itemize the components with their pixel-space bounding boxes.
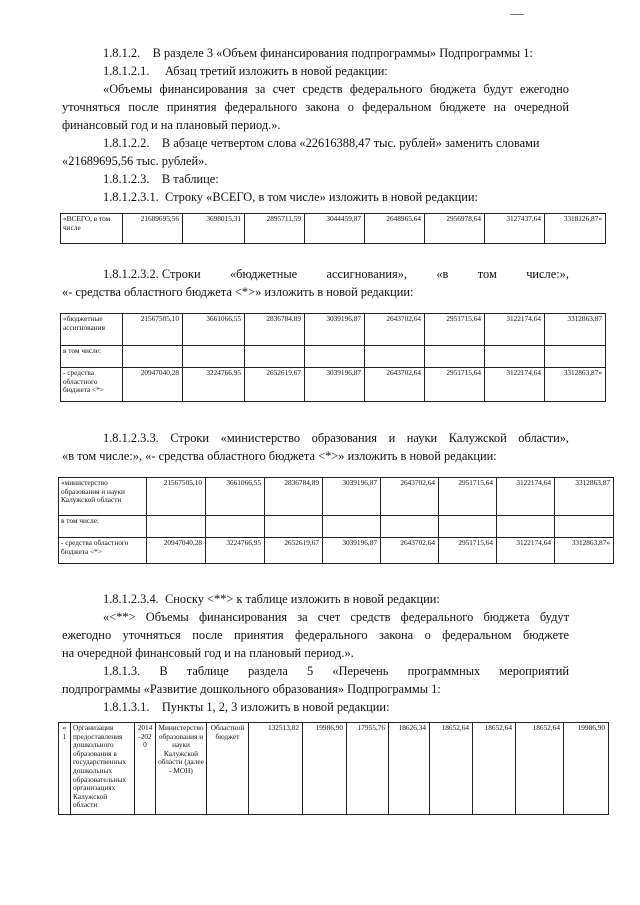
executor: Министерство образования и науки Калужской области (далее - МОН) xyxy=(156,723,207,815)
cell-value: 3318126,87» xyxy=(545,214,606,244)
replacement-value: «21689695,56 тыс. рублей». xyxy=(62,154,208,168)
word: «в xyxy=(436,267,449,281)
cell-value: 3698015,31 xyxy=(183,214,245,244)
cell-value: 3039196,87 xyxy=(323,478,381,516)
table-row xyxy=(61,368,606,402)
cell-value: 3122174,64 xyxy=(485,314,545,346)
cell-value: 21567505,10 xyxy=(147,478,206,516)
cell-value: 2836784,89 xyxy=(265,478,323,516)
clause-text: Сноску <**> к таблице изложить в новой редакции: xyxy=(164,592,440,606)
clause-text: «в том числе:», «- средства областного бюджета <*>» изложить в новой редакции: xyxy=(62,449,497,463)
quote-line-3: финансовый год и на плановый период.». xyxy=(62,118,281,132)
para-1-8-1-3-1 xyxy=(103,700,390,715)
word: «Перечень xyxy=(332,664,389,678)
table-row xyxy=(61,346,606,368)
cell-value: 3312863,87 xyxy=(545,314,606,346)
cell-empty xyxy=(439,516,497,538)
footnote-line-1: «<**> Объемы финансирования за счет средств федерального бюджета будут xyxy=(103,610,569,624)
clause-number: 1.8.1.2.3. xyxy=(103,172,150,186)
row-label: в том числе: xyxy=(61,346,123,368)
cell-empty xyxy=(245,346,305,368)
clause-text: «- средства областного бюджета <*>» изложить в новой редакции: xyxy=(62,285,414,299)
word: таблице xyxy=(186,664,229,678)
period: 2014-2020 xyxy=(135,723,156,815)
cell-value: 2643702,64 xyxy=(365,368,425,402)
para-1-8-1-2-3-3: 1.8.1.2.3.3. Строки «министерство образования и науки Калужской области», xyxy=(103,431,569,445)
row-label: «бюджетные ассигнования xyxy=(61,314,123,346)
cell-value: 20947040,28 xyxy=(147,538,206,564)
clause-number: 1.8.1.2.2. xyxy=(103,136,150,150)
clause-text: В абзаце четвертом слова «22616388,47 тыс. рублей» заменить словами xyxy=(161,136,540,150)
word: В xyxy=(159,664,168,678)
clause-text: Пункты 1, 2, 3 изложить в новой редакции: xyxy=(161,700,390,714)
table-ministry xyxy=(58,477,614,564)
cell-value: 3122174,64 xyxy=(497,538,555,564)
clause-text: Абзац третий изложить в новой редакции: xyxy=(164,64,388,78)
cell-value: 19986,90 xyxy=(564,723,609,815)
clause-text: В таблице: xyxy=(161,172,219,186)
para-1-8-1-2-2 xyxy=(103,136,540,151)
top-mark xyxy=(510,14,524,15)
clause-text: Строку «ВСЕГО, в том числе» изложить в новой редакции: xyxy=(164,190,478,204)
para-1-8-1-2 xyxy=(103,46,533,61)
cell-value: 2895711,59 xyxy=(245,214,305,244)
word: программных xyxy=(407,664,481,678)
cell-value: 132513,82 xyxy=(249,723,303,815)
footnote-line-2: ежегодно уточняться после принятия федерального закона о федеральном бюджете xyxy=(62,628,569,642)
row-label: - средства областного бюджета <*> xyxy=(59,538,147,564)
clause-text: В разделе 3 «Объем финансирования подпрограммы» Подпрограммы 1: xyxy=(152,46,533,60)
cell-empty xyxy=(147,516,206,538)
table-row xyxy=(59,516,614,538)
cell-value: 3122174,64 xyxy=(485,368,545,402)
cell-value: 2643702,64 xyxy=(365,314,425,346)
para-1-8-1-2-3-2 xyxy=(103,267,569,282)
clause-number: 1.8.1.2.3.1. xyxy=(103,190,159,204)
cell-value: 18652,64 xyxy=(430,723,473,815)
cell-empty xyxy=(485,346,545,368)
cell-value: 18652,64 xyxy=(473,723,516,815)
word: 1.8.1.3. xyxy=(103,664,141,678)
funding-source: Областной бюджет xyxy=(207,723,249,815)
row-label: «министерство образования и науки Калужской области xyxy=(59,478,147,516)
cell-value: 2643702,64 xyxy=(381,538,439,564)
table-total xyxy=(60,213,606,244)
cell-value: 2956978,64 xyxy=(425,214,485,244)
cell-value: 2643702,64 xyxy=(381,478,439,516)
clause-text: подпрограммы «Развитие дошкольного образования» Подпрограммы 1: xyxy=(62,682,441,696)
cell-value: 2836784,89 xyxy=(245,314,305,346)
table-row xyxy=(59,723,609,815)
para-1-8-1-2-1 xyxy=(103,64,388,79)
item-number: «1 xyxy=(59,723,71,815)
table-budget-allocations xyxy=(60,313,606,402)
word: ассигнования», xyxy=(326,267,407,281)
cell-empty xyxy=(323,516,381,538)
cell-empty xyxy=(305,346,365,368)
cell-empty xyxy=(425,346,485,368)
cell-value: 3127437,64 xyxy=(485,214,545,244)
row-label: «ВСЕГО, в том числе xyxy=(61,214,123,244)
cell-empty xyxy=(206,516,265,538)
cell-empty xyxy=(497,516,555,538)
cell-empty xyxy=(555,516,614,538)
cell-value: 3312863,87» xyxy=(545,368,606,402)
cell-value: 2951715,64 xyxy=(439,538,497,564)
measure-name: Организация предоставления дошкольного образования в государственных дошкольных образовательных организациях Калужской области xyxy=(71,723,135,815)
table-measures xyxy=(58,722,609,815)
cell-value: 3224766,95 xyxy=(206,538,265,564)
cell-value: 17955,76 xyxy=(347,723,389,815)
cell-value: 21689695,56 xyxy=(123,214,183,244)
cell-value: 2951715,64 xyxy=(439,478,497,516)
word: «бюджетные xyxy=(229,267,298,281)
table-row xyxy=(61,314,606,346)
cell-value: 21567505,10 xyxy=(123,314,183,346)
word: Строки xyxy=(161,267,201,281)
cell-value: 3312863,87» xyxy=(555,538,614,564)
cell-value: 3122174,64 xyxy=(497,478,555,516)
table-row xyxy=(61,214,606,244)
cell-empty xyxy=(381,516,439,538)
clause-number: 1.8.1.2.1. xyxy=(103,64,150,78)
cell-value: 3039196,87 xyxy=(305,368,365,402)
cell-value: 3661066,55 xyxy=(183,314,245,346)
para-1-8-1-2-3-1 xyxy=(103,190,478,205)
table-row xyxy=(59,538,614,564)
table-row xyxy=(59,478,614,516)
row-label: в том числе: xyxy=(59,516,147,538)
cell-value: 20947040,28 xyxy=(123,368,183,402)
cell-value: 2951715,64 xyxy=(425,368,485,402)
word: 5 xyxy=(307,664,314,678)
cell-empty xyxy=(265,516,323,538)
cell-value: 2951715,64 xyxy=(425,314,485,346)
cell-value: 18626,34 xyxy=(389,723,430,815)
cell-value: 19986,90 xyxy=(303,723,347,815)
cell-empty xyxy=(183,346,245,368)
cell-empty xyxy=(365,346,425,368)
row-label: - средства областного бюджета <*> xyxy=(61,368,123,402)
quote-line-1: «Объемы финансирования за счет средств федерального бюджета будут ежегодно xyxy=(103,82,569,96)
cell-value: 3312863,87 xyxy=(555,478,614,516)
clause-number: 1.8.1.2.3.2. xyxy=(103,267,159,281)
cell-value: 3039196,87 xyxy=(323,538,381,564)
word: мероприятий xyxy=(499,664,569,678)
cell-value: 18652,64 xyxy=(516,723,564,815)
footnote-line-3: на очередной финансовый год и на плановый период.». xyxy=(62,646,354,660)
cell-empty xyxy=(123,346,183,368)
cell-value: 2652619,67 xyxy=(265,538,323,564)
clause-number: 1.8.1.3.1. xyxy=(103,700,150,714)
cell-value: 3039196,87 xyxy=(305,314,365,346)
word: числе:», xyxy=(526,267,569,281)
para-1-8-1-3 xyxy=(103,664,569,679)
cell-value: 3661066,55 xyxy=(206,478,265,516)
word: том xyxy=(477,267,497,281)
para-1-8-1-2-3-4 xyxy=(103,592,440,607)
cell-value: 2652619,67 xyxy=(245,368,305,402)
cell-value: 2648965,64 xyxy=(365,214,425,244)
clause-number: 1.8.1.2.3.4. xyxy=(103,592,159,606)
quote-line-2: уточняться после принятия федерального закона о федеральном бюджете на очередной xyxy=(62,100,569,114)
clause-number: 1.8.1.2. xyxy=(103,46,141,60)
para-1-8-1-2-3 xyxy=(103,172,219,187)
word: раздела xyxy=(247,664,288,678)
cell-empty xyxy=(545,346,606,368)
cell-value: 3044459,87 xyxy=(305,214,365,244)
cell-value: 3224766,95 xyxy=(183,368,245,402)
